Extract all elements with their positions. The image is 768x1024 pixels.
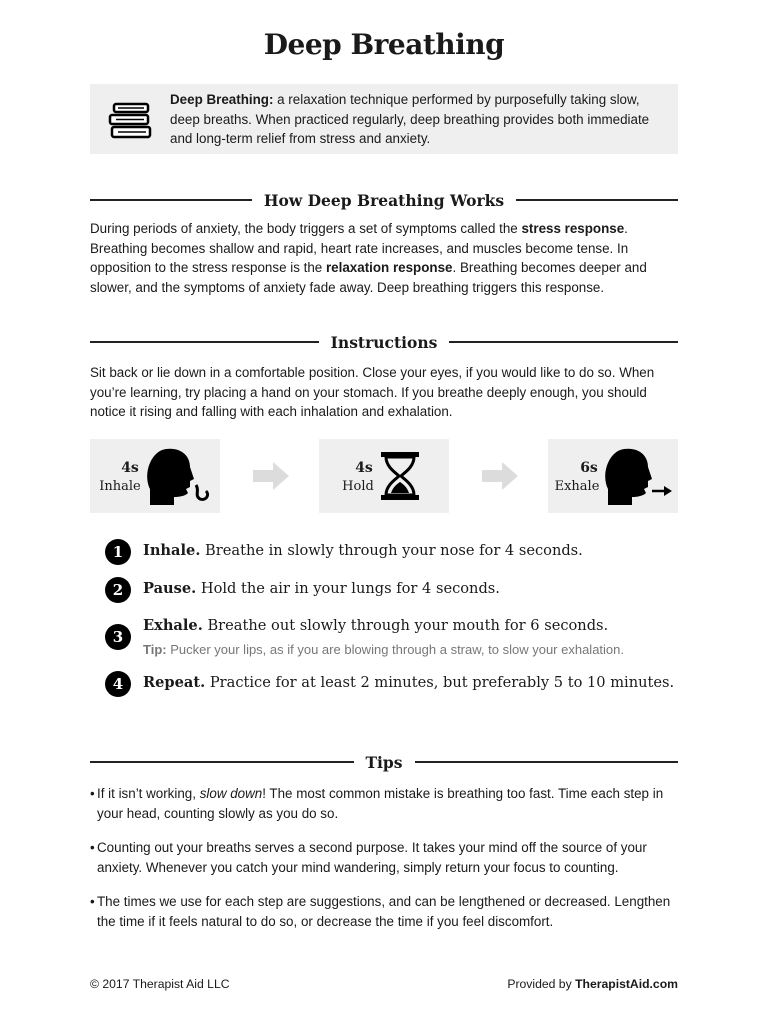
arrow-right-icon [251,460,291,492]
cycle-card-inhale [90,439,220,513]
section-heading: Tips [365,752,403,772]
cycle-label: Hold [342,479,374,494]
head-exhale-icon [604,445,674,507]
step-tip [143,642,624,657]
divider [415,761,679,763]
footer-copyright: © 2017 Therapist Aid LLC [90,977,230,991]
step-number-badge: 4 [105,671,131,697]
divider [90,199,252,201]
text-span: Provided by [507,977,576,991]
step-description: Breathe in slowly through your nose for 4 seconds. [200,542,583,559]
text-span: During periods of anxiety, the body triggers a set of symptoms called the [90,221,522,236]
step-title: Exhale. [143,617,203,634]
bullet-dot: • [90,894,95,909]
divider [516,199,678,201]
tip-text: Pucker your lips, as if you are blowing through a straw, to slow your exhalation. [166,642,624,657]
site-name: TherapistAid.com [575,977,678,991]
text-span: If it isn’t working, [97,786,200,801]
step-number-badge: 3 [105,624,131,650]
bullet-dot: • [90,840,95,855]
step-text [143,542,583,559]
divider [90,341,319,343]
section-header-how [90,188,678,212]
step-description: Practice for at least 2 minutes, but preferably 5 to 10 minutes. [205,674,675,691]
step-title: Inhale. [143,542,201,559]
text-span: . Breathing becomes shallow and rapid, heart rate increases, and muscles become tense. In opposition to the stress response is the [90,221,629,275]
page-title: Deep Breathing [263,28,505,61]
step-description: Breathe out slowly through your mouth for 6 seconds. [202,617,609,634]
step-title: Pause. [143,580,197,597]
bold-term: stress response [521,221,625,236]
definition-body: a relaxation technique performed by purposefully taking slow, deep breaths. When practiced regularly, deep breathing provides both immediate and long-term relief from stress and anxiety. [170,92,650,146]
section-header-instructions [90,330,678,354]
arrow-right-icon [480,460,520,492]
step-number-badge: 1 [105,539,131,565]
step-number-badge: 2 [105,577,131,603]
step-text [143,580,500,597]
section-header-tips [90,750,678,774]
cycle-seconds: 4s [121,460,139,476]
tip-bullet-1 [90,784,680,823]
head-inhale-icon [146,445,212,507]
hourglass-icon [379,451,421,501]
step-text [143,674,674,691]
divider [90,761,354,763]
footer-provided-by [507,977,678,991]
emphasis: slow down [199,786,263,801]
tip-label: Tip: [143,642,167,657]
tip-bullet-3 [90,892,680,931]
text-span: Counting out your breaths serves a second purpose. It takes your mind off the source of your anxiety. Whenever you catch your mind wandering, simply return your focus to counting. [97,840,647,875]
divider [449,341,678,343]
step-title: Repeat. [143,674,206,691]
section-heading: How Deep Breathing Works [263,190,505,210]
definition-term: Deep Breathing: [170,92,274,107]
step-text [143,617,608,634]
text-span: . Breathing becomes deeper and slower, and the symptoms of anxiety fade away. Deep breathing triggers this response. [90,260,647,295]
bold-term: relaxation response [325,260,453,275]
tip-bullet-2 [90,838,680,877]
cycle-seconds: 4s [355,460,373,476]
definition-box [90,84,678,154]
cycle-card-exhale [548,439,678,513]
cycle-card-hold [319,439,449,513]
cycle-seconds: 6s [580,460,598,476]
step-description: Hold the air in your lungs for 4 seconds. [196,580,500,597]
cycle-label: Exhale [554,479,600,494]
how-paragraph [90,219,682,297]
instructions-paragraph: Sit back or lie down in a comfortable position. Close your eyes, if you would like to do so. When you’re learning, try placing a hand on your stomach. If you breathe deeply enough, you should notice it rising and falling with each inhalation and exhalation. [90,365,655,419]
books-icon [108,102,156,140]
section-heading: Instructions [330,332,438,352]
bullet-dot: • [90,786,95,801]
text-span: The times we use for each step are suggestions, and can be lengthened or decreased. Lengthen the time if it feels natural to do so, or decrease the time if you feel discomfort. [97,894,671,929]
text-span: ! The most common mistake is breathing too fast. Time each step in your head, counting slowly as you do so. [97,786,664,821]
cycle-label: Inhale [99,479,141,494]
definition-text [170,90,670,149]
